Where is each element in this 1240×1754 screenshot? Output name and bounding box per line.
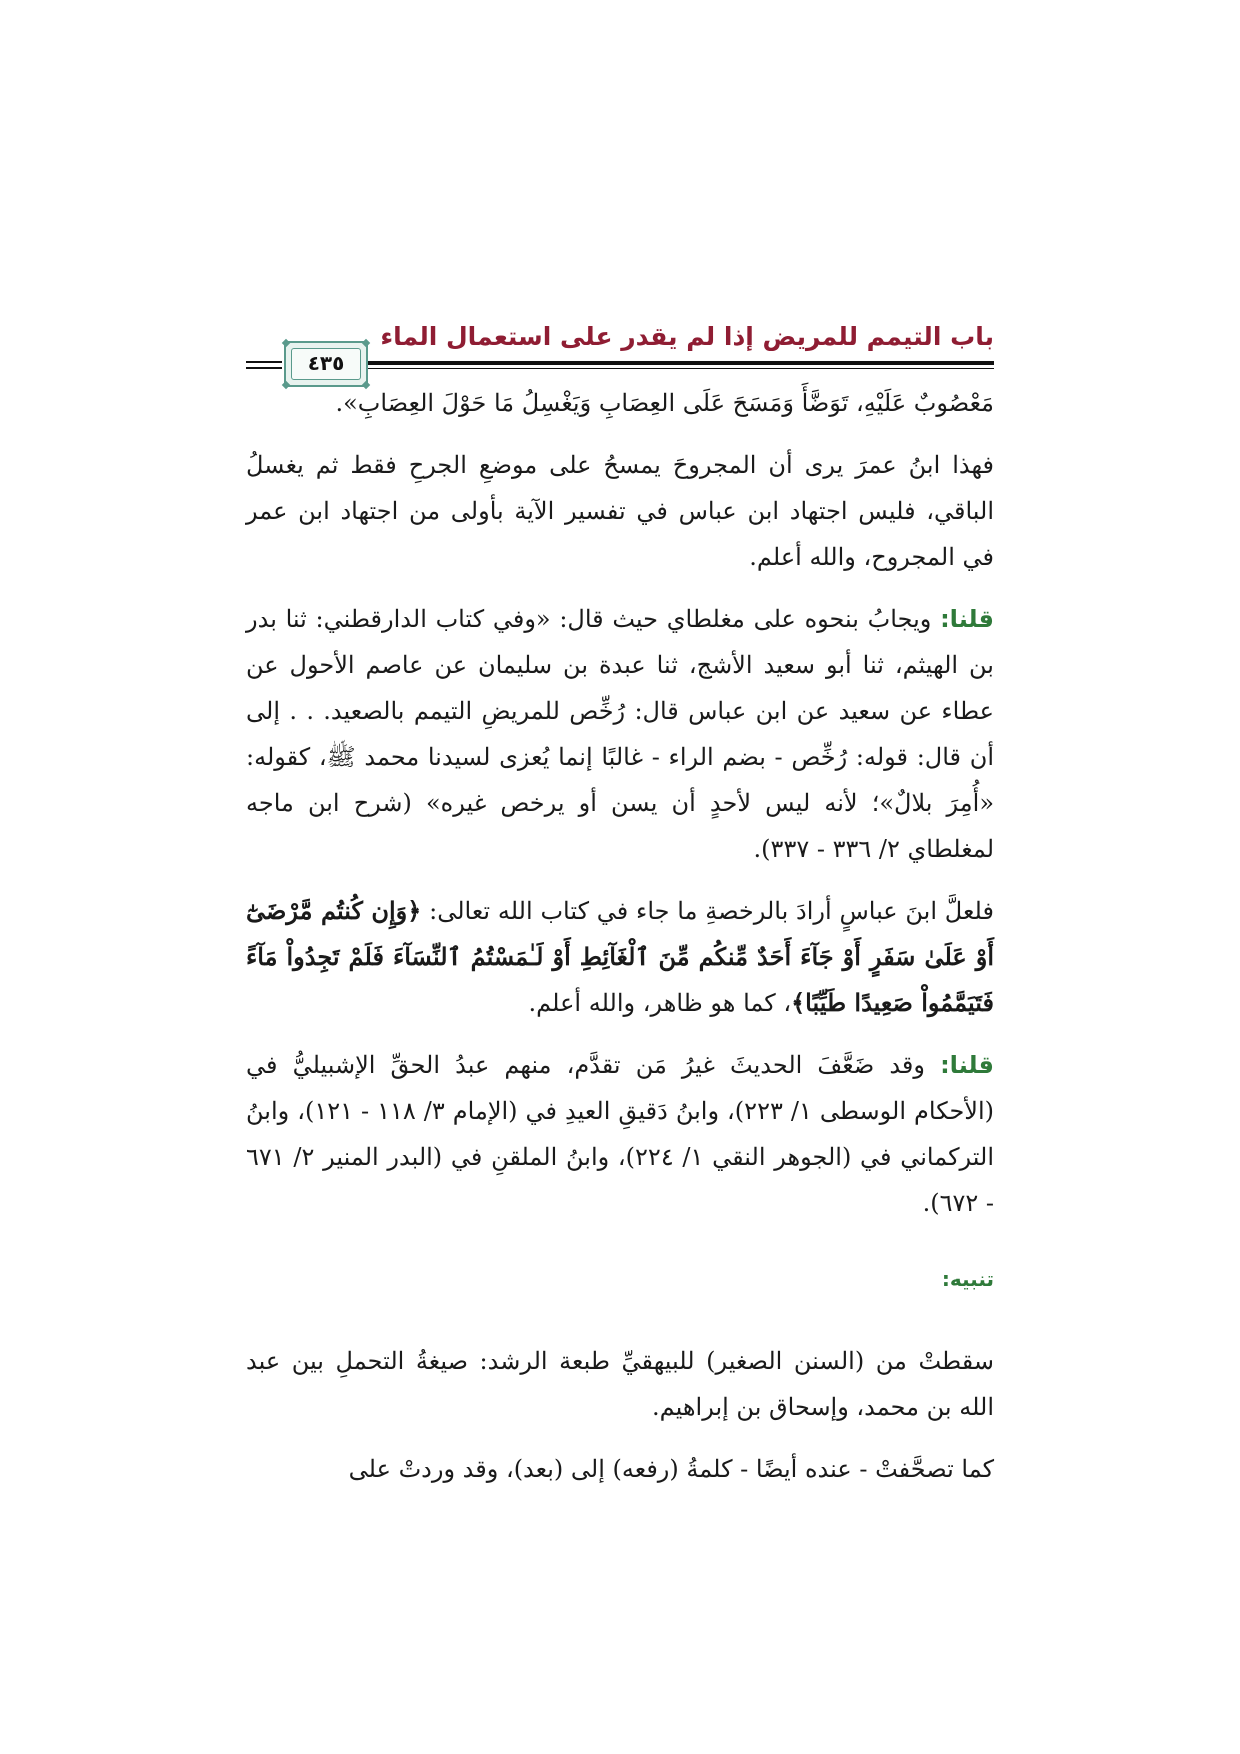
paragraph-quran-verse [246,888,994,1026]
paragraph-note-2: كما تصحَّفتْ - عنده أيضًا - كلمةُ (رفعه) إلى (بعد)، وقد وردتْ على [348,1455,994,1483]
page-number: ٤٣٥ [307,351,345,375]
header-rule-left-top [246,361,282,363]
paragraph-outro: ، كما هو ظاهر، والله أعلم. [528,989,792,1017]
running-title: باب التيمم للمريض إذا لم يقدر على استعمال الماء [380,322,994,351]
paragraph-hadith-end: مَعْصُوبٌ عَلَيْهِ، تَوَضَّأَ وَمَسَحَ عَلَى العِصَابِ وَيَغْسِلُ مَا حَوْلَ العِصَابِ». [335,389,994,417]
qulna-label: قلنا: [940,605,994,633]
ornament-icon [282,339,290,347]
header-rule-thin [368,368,994,369]
header-rule-thick [368,361,994,365]
paragraph-ibn-umar: فهذا ابنُ عمرَ يرى أن المجروحَ يمسحُ على موضعِ الجرحِ فقط ثم يغسلُ الباقي، فليس اجتهاد ابن عباس في تفسير الآية بأولى من اجتهاد ابن عمر في المجروح، والله أعلم. [246,451,994,571]
paragraph-mughaltay [246,596,994,872]
paragraph-note-1: سقطتْ من (السنن الصغير) للبيهقيِّ طبعة الرشد: صيغةُ التحملِ بين عبد الله بن محمد، وإسحاق بن إبراهيم. [246,1347,994,1421]
paragraph-text: ويجابُ بنحوه على مغلطاي حيث قال: «وفي كتاب الدارقطني: ثنا بدر بن الهيثم، ثنا أبو سعيد الأشج، ثنا عبدة بن سليمان عن عاصم الأحول عن عطاء عن سعيد عن ابن عباس قال: رُخِّص للمريضِ التيمم بالصعيد. . . إلى أن قال: قوله: رُخِّص - بضم الراء - غالبًا إنما يُعزى لسيدنا محمد ﷺ، كقوله: «أُمِرَ بلالٌ»؛ لأنه ليس لأحدٍ أن يسن أو يرخص غيره» (شرح ابن ماجه لمغلطاي ٢/ ٣٣٦ - ٣٣٧). [246,605,994,863]
quran-verse: ﴿وَإِن كُنتُم مَّرْضَىٰٓ أَوْ عَلَىٰ سَفَرٍ أَوْ جَآءَ أَحَدٌ مِّنكُم مِّنَ ٱلْغَآئِطِ أَوْ لَـٰمَسْتُمُ ٱلنِّسَآءَ فَلَمْ تَجِدُواْ مَآءً فَتَيَمَّمُواْ صَعِيدًا طَيِّبًا﴾ [246,896,994,1017]
page-body [246,380,994,1508]
paragraph-text: وقد ضَعَّفَ الحديثَ غيرُ مَن تقدَّم، منهم عبدُ الحقِّ الإشبيليُّ في (الأحكام الوسطى ١/ ٢٢٣)، وابنُ دَقيقِ العيدِ في (الإمام ٣/ ١١٨ - ١٢١)، وابنُ التركماني في (الجوهر النقي ١/ ٢٢٤)، وابنُ الملقنِ في (البدر المنير ٢/ ٦٧١ - ٦٧٢). [246,1051,995,1217]
note-heading: تنبيه: [941,1267,994,1291]
paragraph-intro: فلعلَّ ابنَ عباسٍ أرادَ بالرخصةِ ما جاء في كتاب الله تعالى: [421,897,994,925]
qulna-label: قلنا: [940,1051,994,1079]
paragraph-weakening [246,1042,994,1226]
header-rule-left-bottom [246,367,282,369]
